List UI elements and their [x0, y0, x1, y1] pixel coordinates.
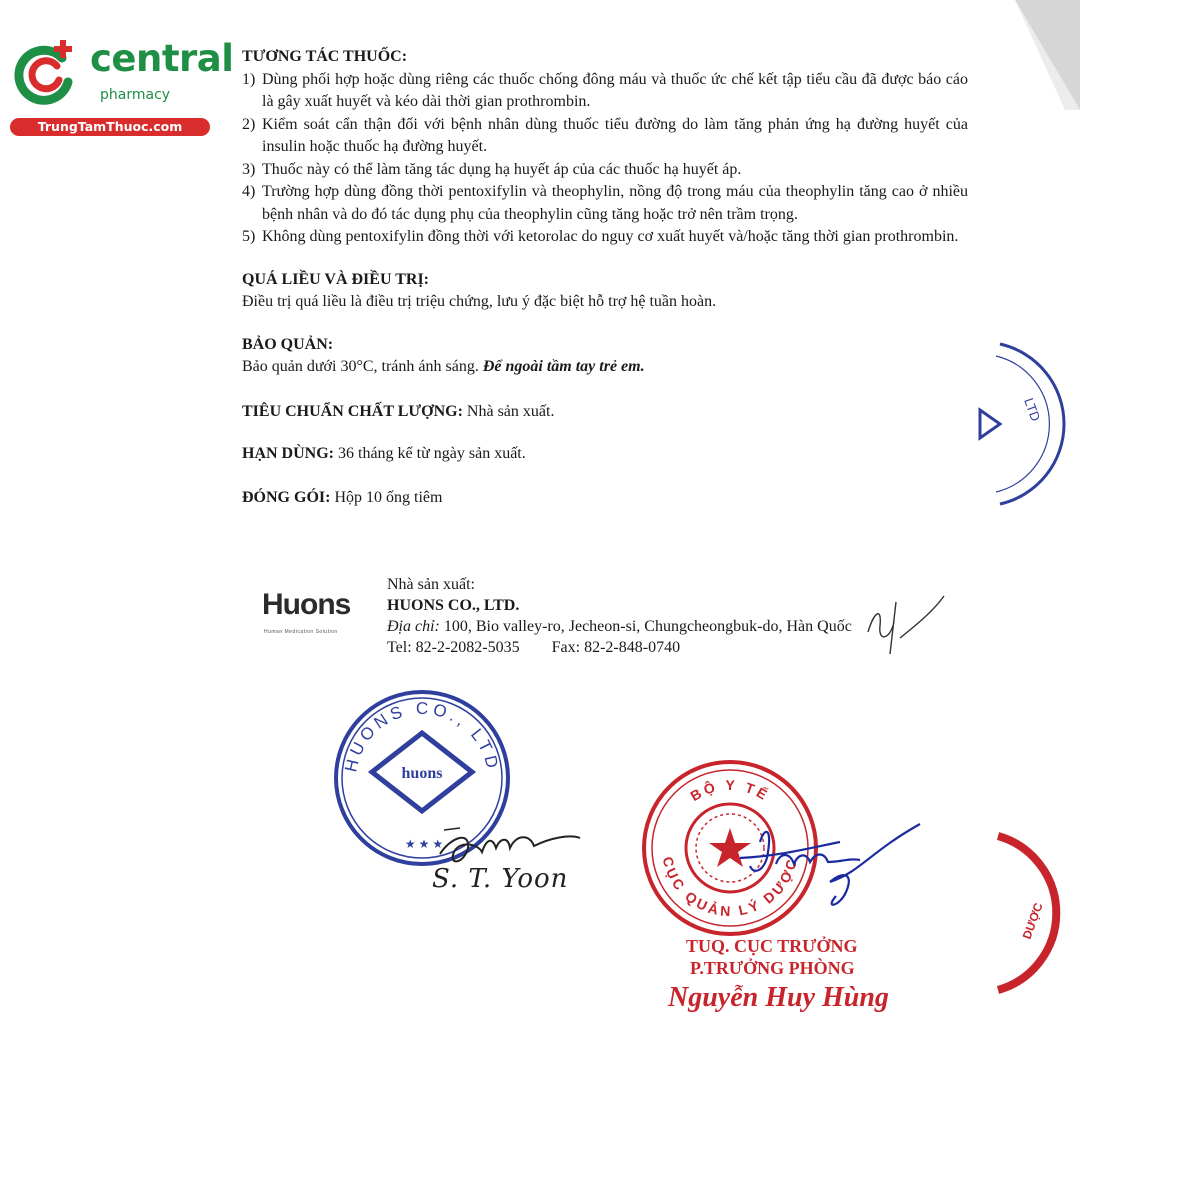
interaction-item-number: 2) [242, 115, 256, 133]
section-overdose [242, 269, 968, 314]
storage-text: Bảo quản dưới 30°C, tránh ánh sáng. [242, 358, 479, 375]
address-value: 100, Bio valley-ro, Jecheon-si, Chungcheongbuk-do, Hàn Quốc [443, 618, 852, 635]
fax-value: Fax: 82-2-848-0740 [551, 639, 681, 656]
document-body [242, 46, 968, 509]
interaction-item-text: Không dùng pentoxifylin đồng thời với ketorolac do nguy cơ xuất huyết và/hoặc tăng thời gian prothrombin. [262, 228, 959, 245]
approval-line-1: TUQ. CỤC TRƯỞNG [686, 936, 858, 956]
interaction-item [242, 69, 968, 114]
huons-logo: Huons [262, 588, 351, 621]
huons-seal-logo: huons [401, 765, 443, 782]
quality-value: Nhà sản xuất. [466, 402, 555, 420]
brand-logo [10, 34, 234, 136]
interaction-item-text: Thuốc này có thể làm tăng tác dụng hạ huyết áp của các thuốc hạ huyết áp. [262, 160, 742, 178]
interaction-item-text: Dùng phối hợp hoặc dùng riêng các thuốc chống đông máu và thuốc ức chế kết tập tiểu cầu đã được báo cáo là gây xuất huyết và kéo dài thời gian prothrombin. [262, 70, 968, 110]
brand-website: TrungTamThuoc.com [10, 118, 210, 136]
section-heading-overdose: QUÁ LIỀU VÀ ĐIỀU TRỊ: [242, 270, 429, 288]
manufacturer-name: HUONS CO., LTD. [387, 597, 520, 614]
interaction-item-number: 4) [242, 183, 256, 200]
interaction-list [242, 69, 968, 249]
shelf-life-label: HẠN DÙNG: [242, 445, 334, 462]
section-heading-storage: BẢO QUẢN: [242, 335, 334, 353]
page-fold-shadow [1015, 0, 1080, 110]
partial-seal-text: LTD [1021, 395, 1044, 424]
moh-seal-bottom-text: CỤC QUẢN LÝ DƯỢC [659, 854, 801, 920]
huons-seal-ring-text: HUONS CO., LTD [341, 698, 503, 774]
interaction-item-text: Trường hợp dùng đồng thời pentoxifylin và theophylin, nồng độ trong máu của theophylin tăng cao ở nhiều bệnh nhân và do đó tác dụng phụ của theophylin cũng tăng hoặc trở nên trầm trọng. [262, 183, 968, 223]
partial-huons-seal-right [960, 340, 1080, 510]
brand-name: central [90, 37, 234, 80]
interaction-item [242, 226, 968, 249]
section-packaging [242, 487, 968, 510]
section-storage [242, 334, 968, 379]
moh-seal-top-text: BỘ Y TẾ [687, 776, 773, 805]
interaction-item [242, 114, 968, 159]
approval-signer-name: Nguyễn Huy Hùng [668, 982, 889, 1013]
section-quality [242, 401, 968, 424]
shelf-life-value: 36 tháng kể từ ngày sản xuất. [338, 445, 526, 462]
brand-subtitle: pharmacy [100, 87, 171, 103]
quality-label: TIÊU CHUẨN CHẤT LƯỢNG: [242, 402, 463, 420]
partial-moh-seal-text: DƯỢC [1019, 900, 1046, 942]
section-shelf-life [242, 443, 968, 466]
huons-logo-tagline: Human Medication Solution [264, 629, 338, 635]
interaction-item-number: 5) [242, 228, 256, 245]
partial-moh-seal-right [990, 830, 1080, 1000]
approver-signature [720, 812, 935, 922]
huons-signer-name: S. T. Yoon [432, 864, 569, 894]
interaction-item-number: 1) [242, 70, 256, 88]
packaging-value: Hộp 10 ống tiêm [334, 488, 443, 506]
interaction-item-text: Kiểm soát cẩn thận đối với bệnh nhân dùng thuốc tiểu đường do làm tăng phản ứng hạ đường huyết của insulin hoặc thuốc hạ đường huyết. [262, 115, 968, 155]
approval-line-2: P.TRƯỞNG PHÒNG [690, 958, 855, 978]
storage-warning: Để ngoài tầm tay trẻ em. [482, 358, 645, 375]
seal-stars-icon: ★ ★ ★ [404, 837, 444, 851]
interaction-item [242, 181, 968, 226]
svg-text:HUONS CO., LTD [341, 699, 502, 774]
storage-text-line [242, 356, 968, 379]
overdose-text: Điều trị quá liều là điều trị triệu chứng, lưu ý đặc biệt hỗ trợ hệ tuần hoàn. [242, 293, 717, 310]
svg-text:BỘ Y TẾ [688, 777, 773, 804]
interaction-item [242, 159, 968, 182]
central-pharmacy-logo-icon [10, 38, 80, 108]
address-label: Địa chỉ: [387, 618, 440, 635]
manufacturer-initials-signature [860, 592, 950, 662]
packaging-label: ĐÓNG GÓI: [242, 488, 331, 506]
section-heading-interactions: TƯƠNG TÁC THUỐC: [242, 48, 408, 65]
interaction-item-number: 3) [242, 160, 256, 178]
tel-value: Tel: 82-2-2082-5035 [387, 639, 520, 656]
manufacturer-label: Nhà sản xuất: [387, 576, 475, 593]
page-margin [1080, 0, 1200, 1200]
